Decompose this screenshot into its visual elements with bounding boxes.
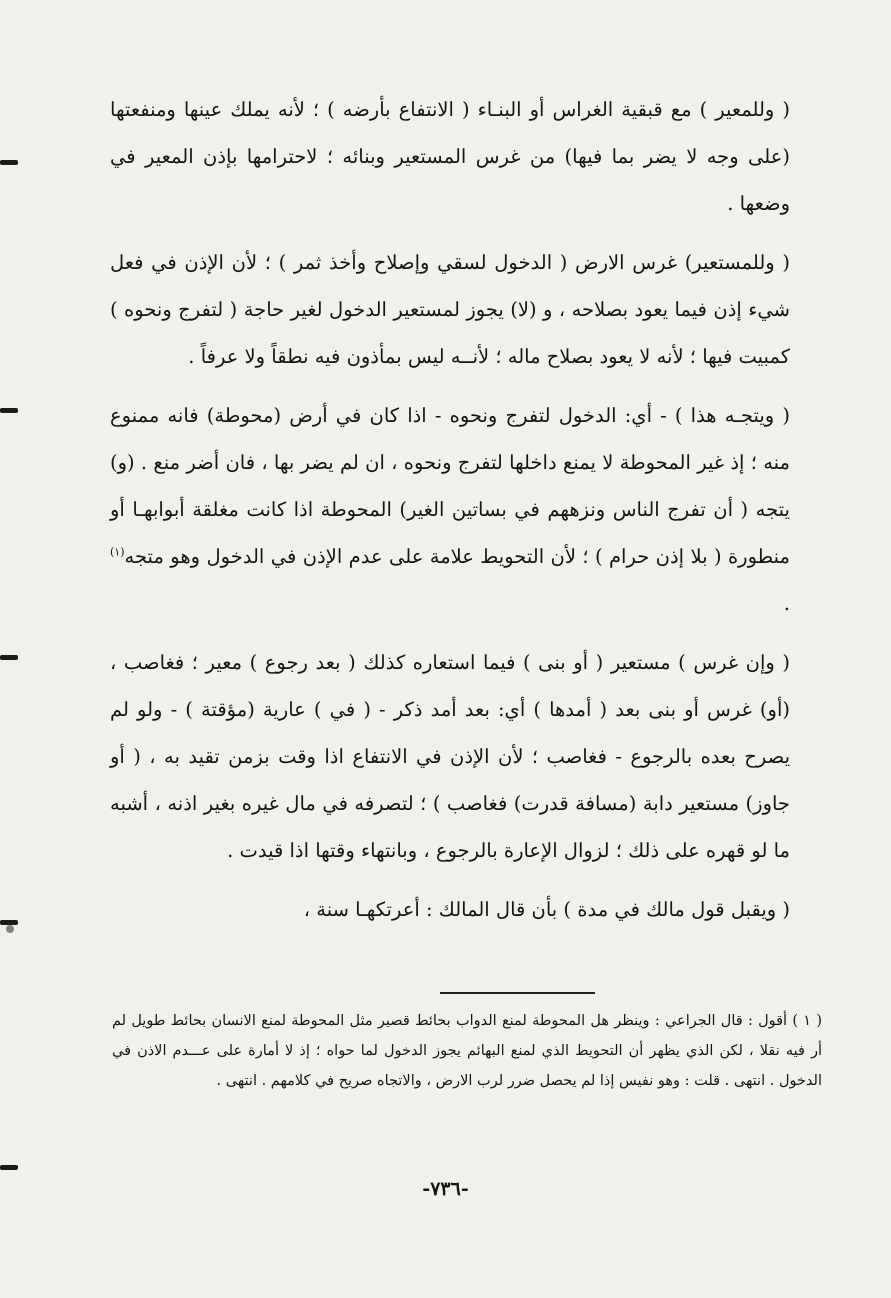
paragraph: ( وللمعير ) مع قبقية الغراس أو البنـاء ( الانتفاع بأرضه ) ؛ لأنه يملك عينها ومنفعتها (على وجه لا يضر بما فيها) من غرس المستعير وبنائه ؛ لاحترامها بإذن المعير في وضعها . [110,98,790,215]
paragraph: ( وللمستعير) غرس الارض ( الدخول لسقي وإصلاح وأخذ ثمر ) ؛ لأن الإذن في فعل شيء إذن فيما يعود بصلاحه ، و (لا) يجوز لمستعير الدخول لغير حاجة ( لتفرج ونحوه ) كمبيت فيها ؛ لأنه لا يعود بصلاح ماله ؛ لأنــه ليس بمأذون فيه نطقاً ولا عرفاً . [110,251,790,368]
footnote-marker: (١) [110,545,125,559]
paragraph: ( ويقبل قول مالك في مدة ) بأن قال المالك : أعرتكهـا سنة ، [303,898,790,921]
footnote-separator [440,992,595,994]
binding-mark [0,160,18,165]
footnote: ( ١ ) أقول : قال الجراعي : وينظر هل المحوطة لمنع الدواب بحائط قصير مثل المحوطة لمنع الانسان بحائط طويل لم أر فيه نقلا ، لكن الذي يظهر أن التحويط الذي لمنع البهائم يجوز الدخول لما حواه ؛ إذ لا أمارة على عـــدم الاذن في الدخول . انتهى . قلت : وهو نفيس إذا لم يحصل ضرر لرب الارض ، والاتجاه صريح في كلامهم . انتهى . [112,1013,822,1089]
paragraph: ( وإن غرس ) مستعير ( أو بنى ) فيما استعاره كذلك ( بعد رجوع ) معير ؛ فغاصب ، (أو) غرس أو بنى بعد ( أمدها ) أي: بعد أمد ذكر - ( في ) عارية (مؤقتة ) - ولو لم يصرح بعده بالرجوع - فغاصب ؛ لأن الإذن في الانتفاع اذا وقت بزمن تقيد به ، ( أو جاوز) مستعير دابة (مسافة قدرت) فغاصب ) ؛ لتصرفه في مال غيره بغير اذنه ، أشبه ما لو قهره على ذلك ؛ لزوال الإعارة بالرجوع ، وبانتهاء وقتها اذا قيدت . [110,651,790,862]
binding-mark [0,655,18,660]
main-text [110,86,790,945]
paragraph [110,392,790,627]
ink-smudge [6,925,14,933]
paragraph-text: ( ويتجـه هذا ) - أي: الدخول لتفرج ونحوه - اذا كان في أرض (محوطة) فانه ممنوع منه ؛ إذ غير المحوطة لا يمنع داخلها لتفرج ونحوه ، ان لم يضر بها ، فان أضر منع . (و) يتجه ( أن تفرج الناس ونزههم في بساتين الغير) المحوطة اذا كانت مغلقة أبوابهـا أو منطورة ( بلا إذن حرام ) ؛ لأن التحويط علامة على عدم الإذن في الدخول وهو متجه [110,404,790,568]
binding-mark [0,1165,18,1170]
paragraph-end: . [783,592,790,615]
page-number: -٧٣٦- [422,1178,469,1200]
binding-mark [0,408,18,413]
